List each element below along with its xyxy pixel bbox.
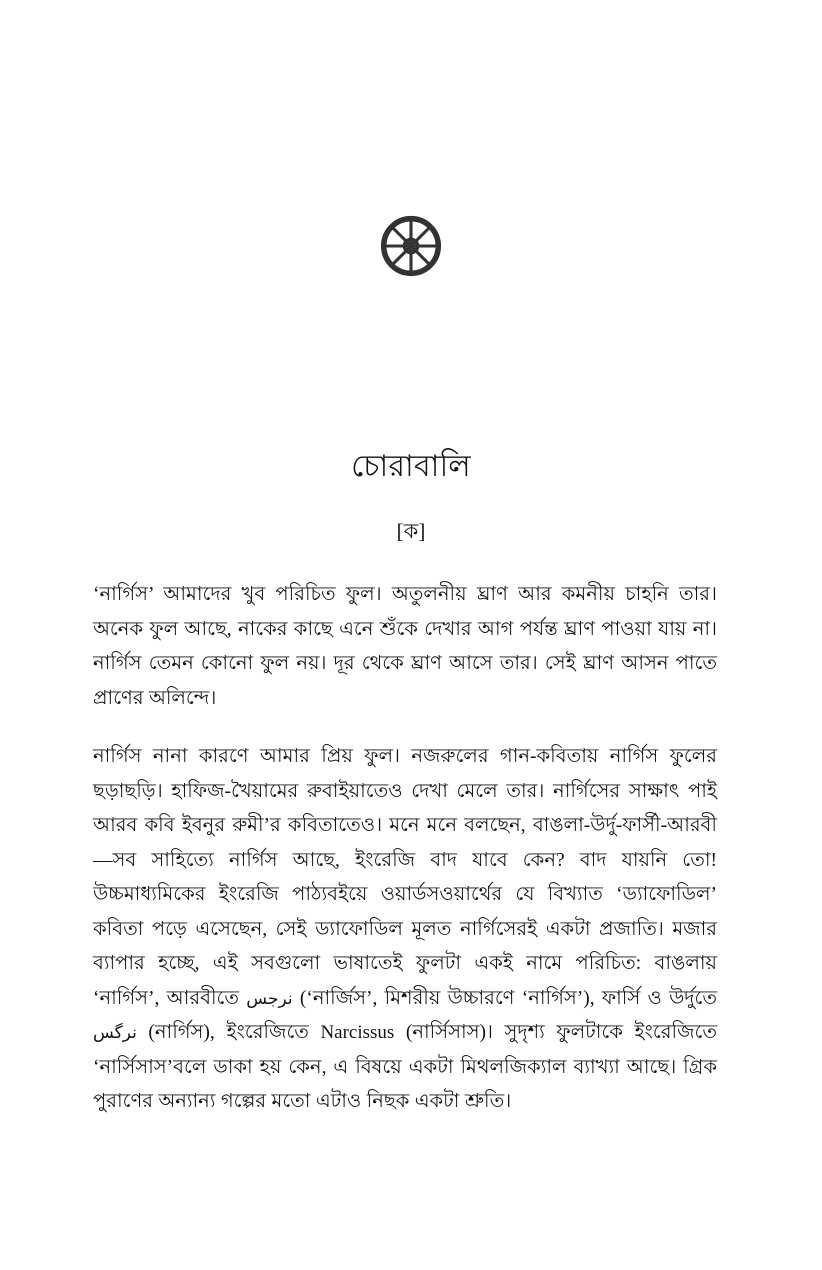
- paragraph: [93, 740, 717, 1120]
- paragraph-segment: নার্গিস নানা কারণে আমার প্রিয় ফুল। নজরুলের গান-কবিতায় নার্গিস ফুলের ছড়াছড়ি। হাফিজ-খৈয়ামের রুবাইয়াতেও দেখা মেলে তার। নার্গিসের সাক্ষাৎ পাই আরব কবি ইবনুর রুমী’র কবিতাতেও। মনে মনে বলছেন, বাঙলা-উর্দু-ফার্সী-আরবী—সব সাহিত্যে নার্গিস আছে, ইংরেজি বাদ যাবে কেন? বাদ যায়নি তো! উচ্চমাধ্যমিকের ইংরেজি পাঠ্যবইয়ে ওয়ার্ডসওয়ার্থের যে বিখ্যাত ‘ড্যাফোডিল’ কবিতা পড়ে এসেছেন, সেই ড্যাফোডিল মূলত নার্গিসেরই একটা প্রজাতি। মজার ব্যাপার হচ্ছে, এই সবগুলো ভাষাতেই ফুলটা একই নামে পরিচিত: বাঙলায় ‘নার্গিস’, আরবীতে: [93, 746, 717, 1009]
- arabic-term: نرجس: [246, 988, 293, 1009]
- paragraph-segment: (‘নার্জিস’, মিশরীয় উচ্চারণে ‘নার্গিস’), ফার্সি ও উর্দুতে: [292, 987, 717, 1009]
- body-text-block: [93, 578, 717, 1120]
- paragraph: ‘নার্গিস’ আমাদের খুব পরিচিত ফুল। অতুলনীয় ঘ্রাণ আর কমনীয় চাহনি তার। অনেক ফুল আছে, নাকের কাছে এনে শুঁকে দেখার আগ পর্যন্ত ঘ্রাণ পাওয়া যায় না। নার্গিস তেমন কোনো ফুল নয়। দূর থেকে ঘ্রাণ আসে তার। সেই ঘ্রাণ আসন পাতে প্রাণের অলিন্দে।: [93, 584, 717, 709]
- persian-term: نرگس: [93, 1023, 137, 1043]
- ornament-container: [0, 215, 822, 277]
- paragraph-segment: (নার্গিস), ইংরেজিতে: [136, 1022, 321, 1043]
- chapter-title: চোরাবালি: [351, 450, 471, 484]
- section-marker: [ক]: [396, 519, 426, 543]
- flower-wheel-ornament-icon: [380, 215, 442, 277]
- paragraph-segment: (নার্সিসাস)। সুদৃশ্য ফুলটাকে ইংরেজিতে ‘নার্সিসাস’বলে ডাকা হয় কেন, এ বিষয়ে একটা মিথলজিক্যাল ব্যাখ্যা আছে। গ্রিক পুরাণের অন্যান্য গল্পের মতো এটাও নিছক একটা শ্রুতি।: [93, 1022, 717, 1112]
- latin-term: Narcissus: [320, 1022, 395, 1043]
